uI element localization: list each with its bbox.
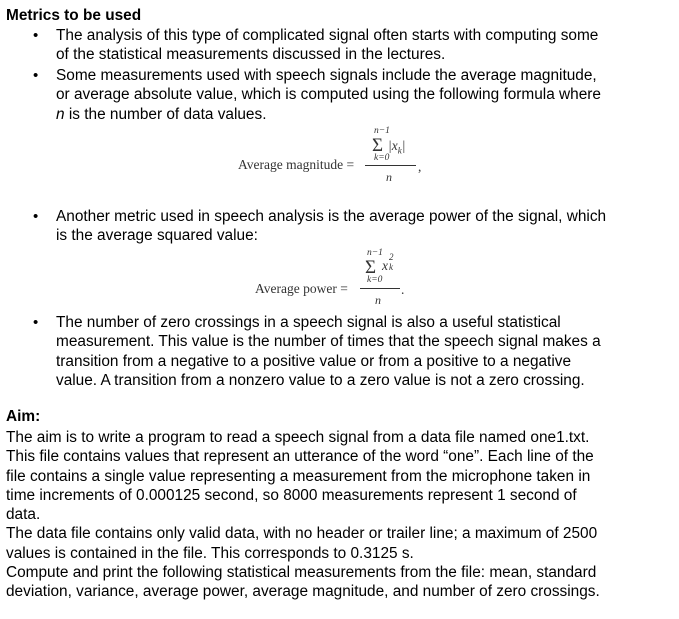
bullet-text (56, 313, 666, 390)
bullet-dot-icon: • (33, 67, 39, 84)
term-subscript: k (397, 145, 402, 156)
text-line: Some measurements used with speech signals include the average magnitude, (56, 67, 597, 84)
term-subscript: k (389, 262, 393, 272)
text-line: The number of zero crossings in a speech signal is also a useful statistical (56, 314, 561, 331)
variable-n: n (56, 105, 65, 123)
bullet-text (56, 26, 666, 65)
text-line: deviation, variance, average power, average magnitude, and number of zero crossings. (6, 583, 600, 601)
denominator: n (375, 293, 381, 307)
sigma-icon: Σ (365, 257, 377, 278)
text-line: data. (6, 506, 41, 524)
bullet-dot-icon: • (33, 208, 39, 225)
bullet-dot-icon: • (33, 27, 39, 44)
term-base: |x (388, 138, 398, 153)
fraction-bar (365, 165, 416, 166)
sum-lower-limit: k=0 (367, 275, 383, 285)
sum-term (382, 252, 396, 274)
text-line: The data file contains only valid data, with no header or trailer line; a maximum of 2500 (6, 525, 598, 543)
sum-upper-limit: n−1 (374, 126, 390, 136)
text-line: transition from a negative to a positive value or from a positive to a negative (56, 352, 572, 370)
trailing-punctuation: , (418, 159, 422, 174)
text-line: value. A transition from a nonzero value to a zero value is not a zero crossing. (56, 371, 585, 389)
formula-average-power (255, 248, 425, 310)
text-line: Another metric used in speech analysis is the average power of the signal, which (56, 208, 607, 225)
text-line: The aim is to write a program to read a speech signal from a data file named one1.txt. (6, 429, 590, 446)
formula-average-magnitude (238, 126, 438, 190)
text-line: values is contained in the file. This corresponds to 0.3125 s. (6, 544, 414, 562)
denominator: n (386, 170, 392, 184)
sum-upper-limit: n−1 (367, 248, 383, 258)
sigma-icon: Σ (372, 135, 384, 156)
formula-label: Average power = (255, 281, 348, 296)
formula-label: Average magnitude = (238, 157, 355, 172)
text-line: time increments of 0.000125 second, so 8000 measurements represent 1 second of (6, 486, 577, 504)
text-line: file contains a single value representing a measurement from the microphone taken in (6, 467, 591, 485)
metrics-heading: Metrics to be used (6, 7, 142, 24)
text-line: or average absolute value, which is computed using the following formula where (56, 86, 601, 104)
bullet-text (56, 207, 666, 246)
text-line: is the average squared value: (56, 227, 258, 245)
text-line: measurement. This value is the number of times that the speech signal makes a (56, 333, 601, 351)
text-line-rest: is the number of data values. (64, 105, 267, 123)
fraction-bar (360, 288, 400, 289)
sum-lower-limit: k=0 (374, 153, 390, 163)
bullet-text (56, 66, 666, 124)
sum-term (388, 138, 405, 156)
text-line: Compute and print the following statistical measurements from the file: mean, standard (6, 564, 597, 582)
term-base: x (382, 258, 388, 273)
text-line: This file contains values that represent an utterance of the word “one”. Each line of the (6, 448, 594, 466)
term-superscript: 2 (389, 252, 394, 262)
aim-heading: Aim: (6, 408, 41, 425)
trailing-punctuation: . (401, 282, 405, 297)
text-line (56, 105, 666, 124)
text-line: The analysis of this type of complicated signal often starts with computing some (56, 27, 599, 44)
term-close: | (401, 138, 406, 153)
bullet-dot-icon: • (33, 314, 39, 331)
aim-paragraph (6, 428, 676, 602)
text-line: of the statistical measurements discussed in the lectures. (56, 46, 446, 64)
